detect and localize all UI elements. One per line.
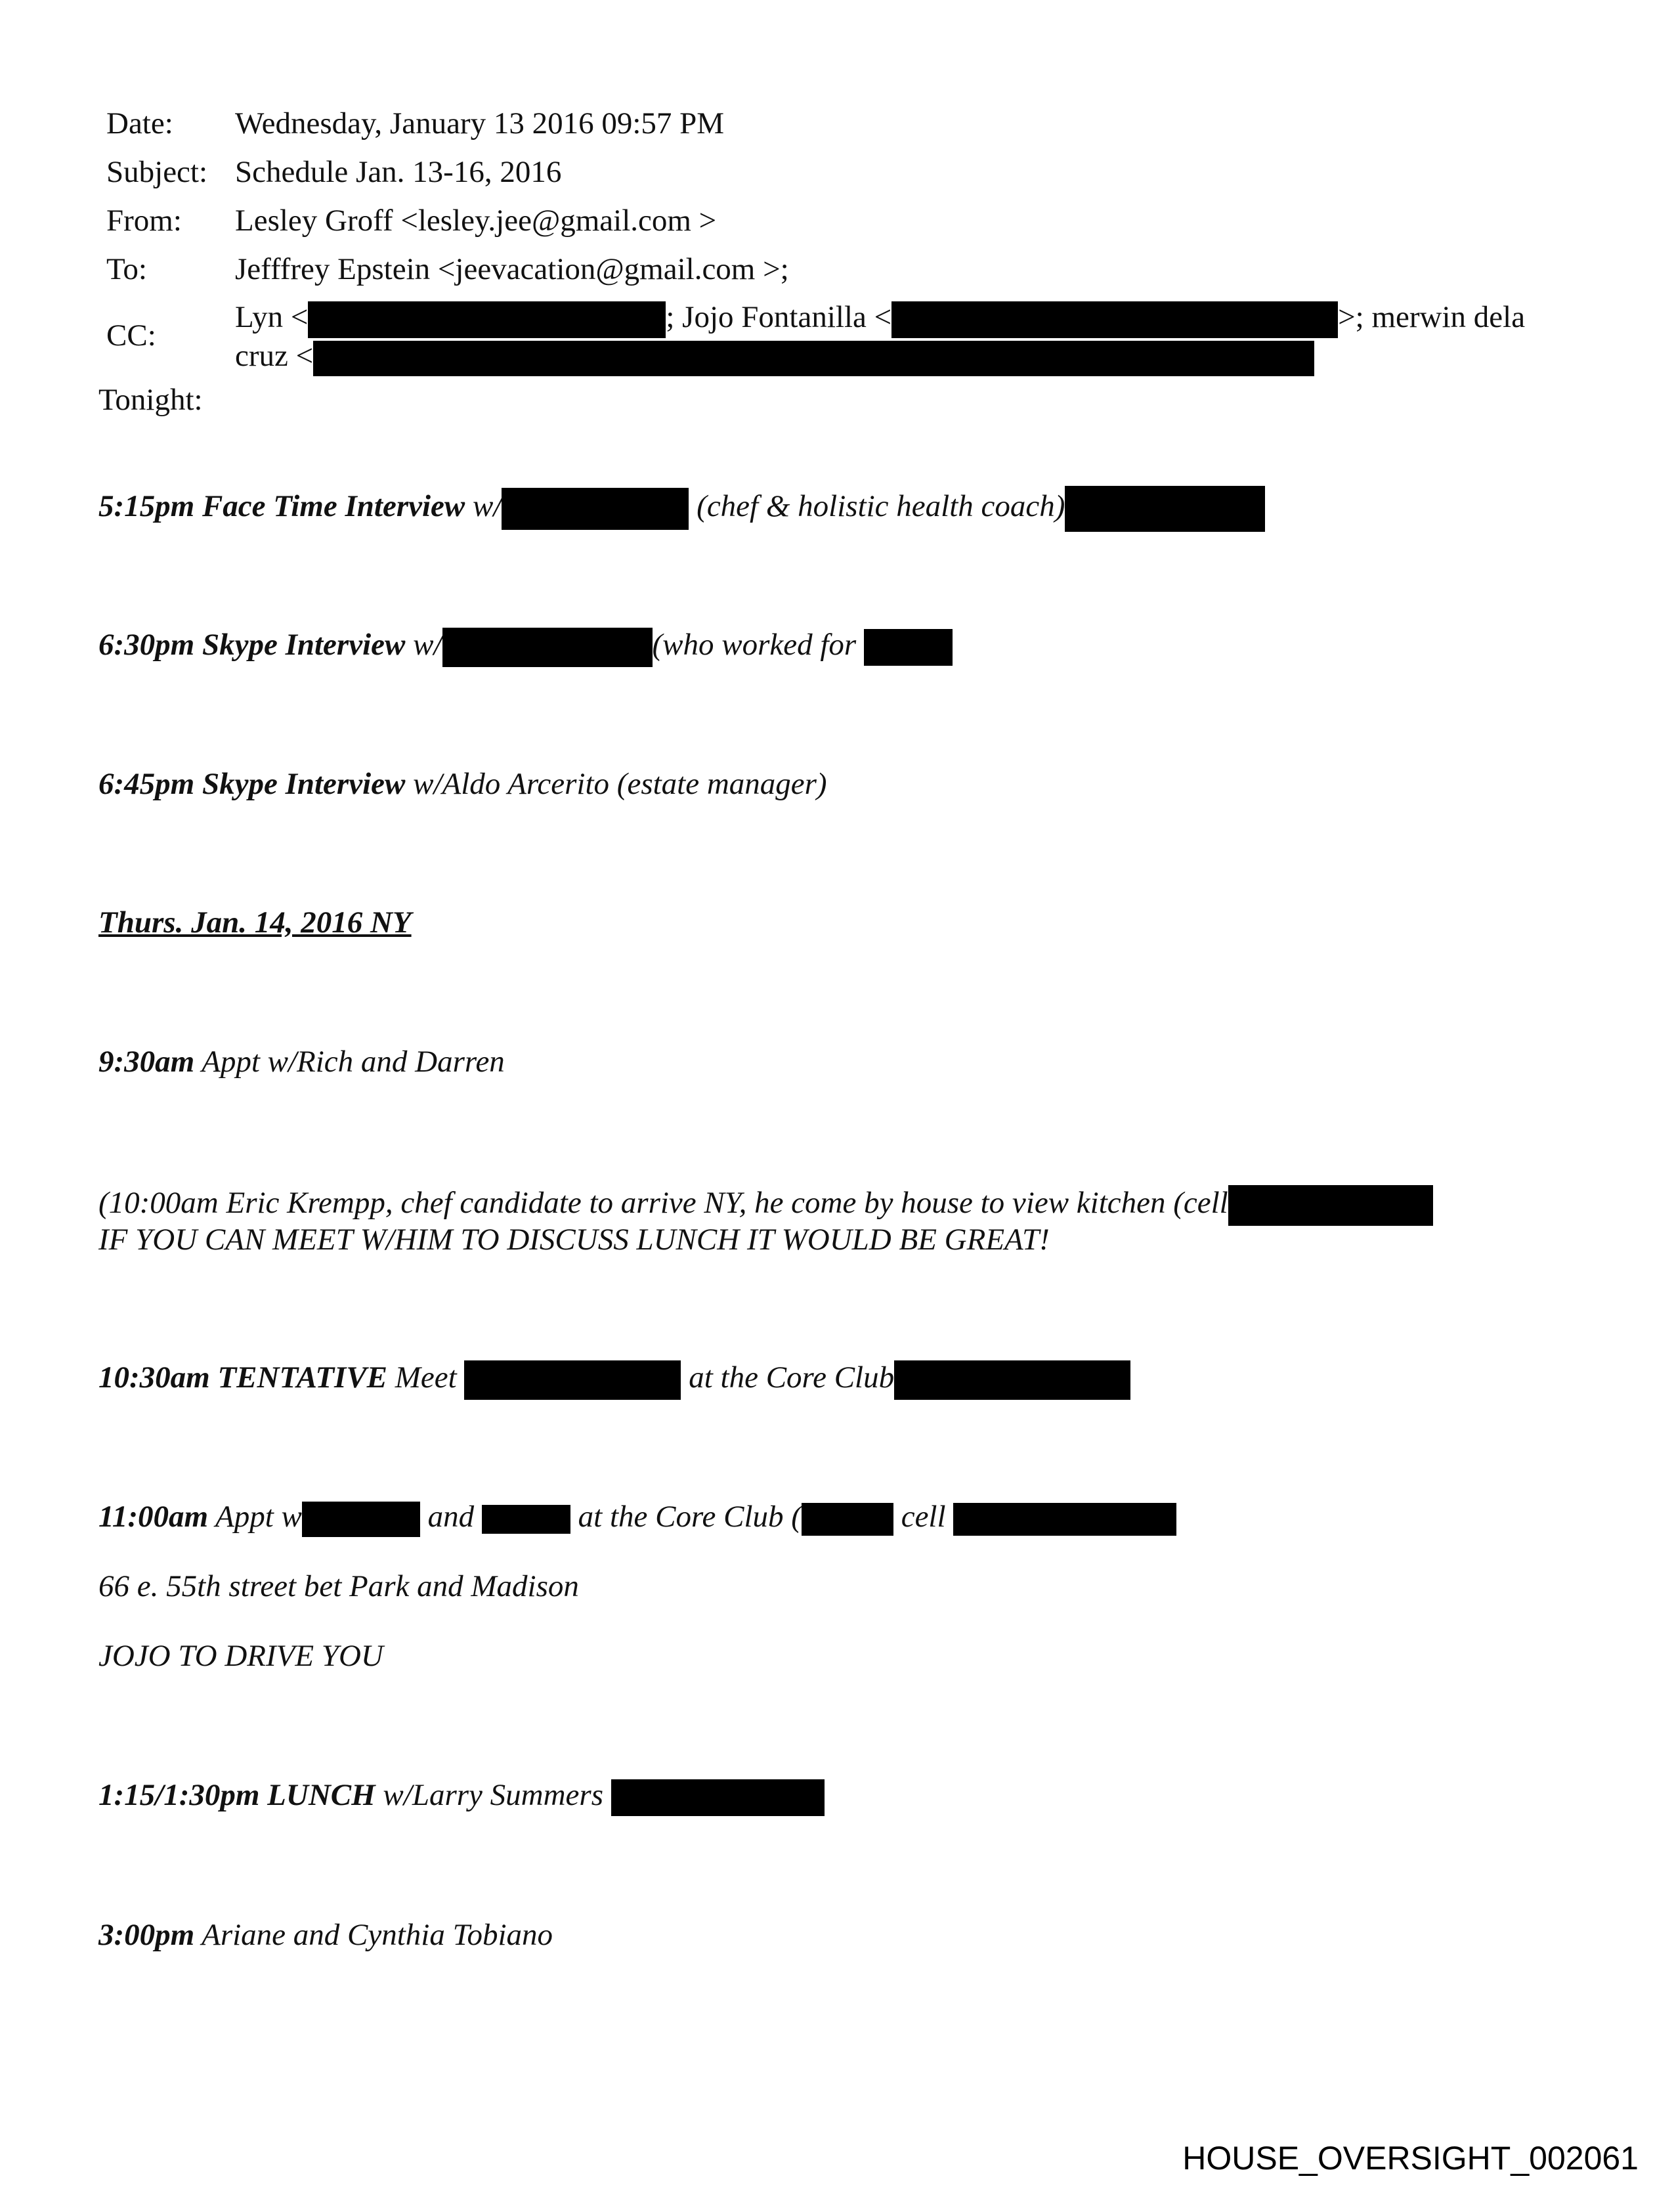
cc-part-3: >; merwin dela — [1338, 300, 1526, 334]
redaction-block — [302, 1502, 420, 1537]
item-detail: w/ — [405, 628, 442, 662]
subject-label: Subject: — [106, 155, 208, 189]
item-detail: Meet — [387, 1360, 465, 1395]
item-address: 66 e. 55th street bet Park and Madison — [98, 1569, 579, 1603]
item-detail: w/Aldo Arcerito (estate manager) — [405, 767, 827, 801]
cc-part-2: ; Jojo Fontanilla < — [666, 300, 892, 334]
schedule-item — [98, 1775, 825, 1816]
item-time: 1:15/1:30pm LUNCH — [98, 1778, 376, 1812]
item-detail: w/ — [465, 488, 502, 523]
schedule-item — [98, 764, 827, 804]
header-subject-row — [106, 154, 561, 190]
schedule-item — [98, 1497, 1176, 1537]
schedule-item — [98, 1915, 553, 1955]
header-date-row — [106, 105, 724, 142]
item-time: 6:45pm Skype Interview — [98, 767, 406, 801]
redaction-block — [442, 628, 653, 667]
redaction-block — [891, 301, 1338, 338]
item-time: 10:30am TENTATIVE — [98, 1360, 388, 1395]
item-detail: Ariane and Cynthia Tobiano — [194, 1918, 553, 1952]
subject-value: Schedule Jan. 13-16, 2016 — [235, 155, 562, 189]
redaction-block — [502, 488, 689, 530]
redaction-block — [482, 1505, 570, 1534]
schedule-item — [98, 625, 953, 667]
cc-label: CC: — [106, 318, 156, 353]
note-line — [98, 1636, 383, 1676]
redaction-block — [953, 1503, 1176, 1536]
tonight-label: Tonight: — [98, 383, 203, 417]
to-value: Jefffrey Epstein <jeevacation@gmail.com >; — [235, 252, 789, 286]
item-detail: at the Core Club — [681, 1360, 895, 1395]
redaction-block — [313, 341, 1314, 376]
redaction-block — [1228, 1185, 1433, 1226]
schedule-item-note — [98, 1220, 1050, 1259]
from-label: From: — [106, 204, 182, 238]
from-value: Lesley Groff <lesley.jee@gmail.com > — [235, 204, 717, 238]
item-time: 11:00am — [98, 1500, 209, 1534]
redaction-block — [894, 1360, 1130, 1400]
redaction-block — [864, 629, 953, 666]
item-detail: (who worked for — [652, 628, 864, 662]
schedule-item — [98, 486, 1265, 532]
item-detail: (chef & holistic health coach) — [689, 488, 1065, 523]
item-detail: Appt w/Rich and Darren — [194, 1045, 505, 1079]
to-label: To: — [106, 252, 147, 286]
schedule-item — [98, 1358, 1130, 1400]
item-detail: (10:00am Eric Krempp, chef candidate to arrive NY, he come by house to view kitchen (cell — [98, 1186, 1228, 1220]
item-note: IF YOU CAN MEET W/HIM TO DISCUSS LUNCH IT WOULD BE GREAT! — [98, 1223, 1050, 1257]
item-detail: at the Core Club ( — [570, 1500, 802, 1534]
item-time: 5:15pm Face Time Interview — [98, 488, 465, 523]
date-label: Date: — [106, 106, 173, 141]
item-detail: and — [419, 1500, 482, 1534]
address-line — [98, 1567, 579, 1606]
schedule-item — [98, 1042, 505, 1081]
item-time: 9:30am — [98, 1045, 195, 1079]
header-from-row — [106, 202, 716, 239]
redaction-block — [802, 1503, 893, 1536]
cc-line-2 — [235, 337, 1314, 376]
redaction-block — [308, 301, 666, 338]
item-time: 3:00pm — [98, 1918, 195, 1952]
redaction-block — [464, 1360, 681, 1400]
date-value: Wednesday, January 13 2016 09:57 PM — [235, 106, 725, 141]
redaction-block — [611, 1779, 825, 1816]
item-time: 6:30pm Skype Interview — [98, 628, 406, 662]
item-detail: Appt w — [208, 1500, 302, 1534]
cc-part-1: Lyn < — [235, 300, 309, 334]
cc-line-1 — [235, 299, 1525, 338]
item-detail: cell — [893, 1500, 954, 1534]
bates-number: HOUSE_OVERSIGHT_002061 — [1182, 2140, 1639, 2177]
header-to-row — [106, 251, 789, 288]
day-heading-text: Thurs. Jan. 14, 2016 NY — [98, 905, 412, 940]
item-detail: w/Larry Summers — [375, 1778, 611, 1812]
redaction-block — [1065, 486, 1265, 532]
item-note: JOJO TO DRIVE YOU — [98, 1639, 383, 1673]
cc-part-4: cruz < — [235, 339, 314, 373]
day-heading — [98, 903, 412, 942]
